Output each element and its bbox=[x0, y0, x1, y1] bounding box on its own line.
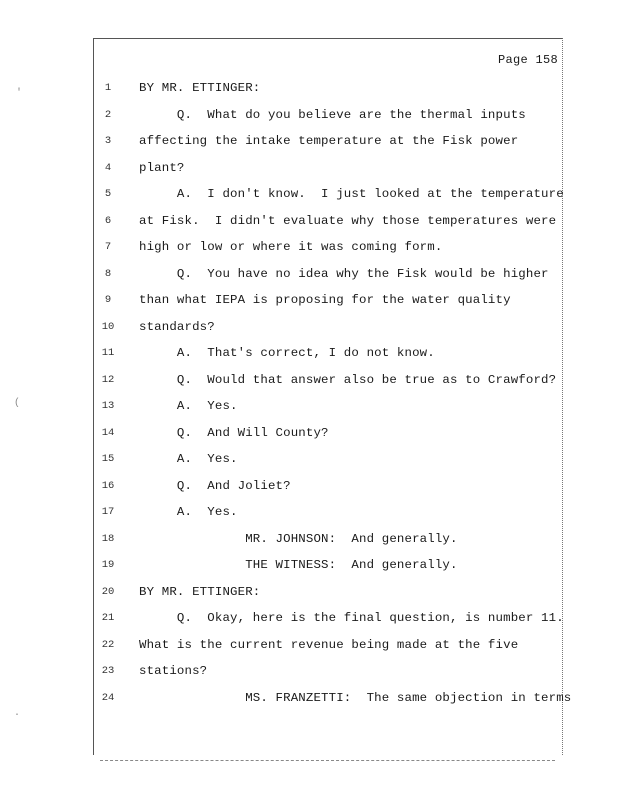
line-text: MS. FRANZETTI: The same objection in terms bbox=[139, 690, 572, 705]
line-number: 13 bbox=[101, 400, 115, 412]
transcript-line bbox=[94, 287, 562, 314]
line-text: standards? bbox=[139, 319, 215, 334]
line-text: What is the current revenue being made at the five bbox=[139, 637, 519, 652]
line-number: 1 bbox=[104, 82, 112, 94]
line-number: 12 bbox=[101, 373, 115, 386]
line-text: MR. JOHNSON: And generally. bbox=[139, 531, 458, 546]
margin-mark-bottom: . bbox=[14, 708, 21, 719]
transcript-line bbox=[94, 208, 562, 235]
transcript-line bbox=[94, 367, 562, 394]
transcript-line bbox=[94, 314, 562, 341]
page-number: Page 158 bbox=[497, 53, 558, 67]
line-text: at Fisk. I didn't evaluate why those temperatures were bbox=[139, 213, 557, 228]
transcript-line bbox=[94, 499, 562, 526]
line-text: Q. Would that answer also be true as to Crawford? bbox=[139, 372, 557, 387]
line-text: Q. You have no idea why the Fisk would be higher bbox=[139, 266, 549, 281]
transcript-line bbox=[94, 340, 562, 367]
line-number: 14 bbox=[101, 426, 115, 439]
line-text: A. Yes. bbox=[139, 505, 238, 519]
line-text: BY MR. ETTINGER: bbox=[139, 584, 261, 599]
transcript-line bbox=[94, 128, 562, 155]
line-number: 3 bbox=[104, 135, 112, 147]
transcript-line bbox=[94, 393, 562, 420]
line-text: A. That's correct, I do not know. bbox=[139, 346, 435, 360]
line-text: high or low or where it was coming form. bbox=[139, 240, 443, 254]
line-number: 5 bbox=[104, 188, 112, 200]
transcript-line bbox=[94, 658, 562, 685]
line-text: Q. Okay, here is the final question, is number 11. bbox=[139, 611, 564, 625]
transcript-line bbox=[94, 552, 562, 579]
line-number: 21 bbox=[101, 612, 115, 624]
line-number: 15 bbox=[101, 453, 115, 465]
line-text: A. Yes. bbox=[139, 452, 238, 466]
transcript-line bbox=[94, 473, 562, 500]
line-text: A. Yes. bbox=[139, 399, 238, 413]
line-text: than what IEPA is proposing for the water quality bbox=[139, 293, 511, 307]
line-text: plant? bbox=[139, 160, 185, 175]
transcript-line bbox=[94, 446, 562, 473]
line-text: Q. And Will County? bbox=[139, 425, 329, 440]
transcript-line bbox=[94, 181, 562, 208]
line-text: Q. What do you believe are the thermal inputs bbox=[139, 107, 526, 122]
line-number: 16 bbox=[101, 479, 115, 492]
line-number: 11 bbox=[101, 347, 115, 359]
line-number: 7 bbox=[104, 241, 112, 253]
line-number: 24 bbox=[101, 691, 115, 704]
line-number: 8 bbox=[104, 267, 112, 280]
transcript-line bbox=[94, 579, 562, 606]
line-number: 10 bbox=[101, 320, 115, 333]
line-number: 2 bbox=[104, 108, 112, 121]
transcript-line bbox=[94, 102, 562, 129]
line-number: 22 bbox=[101, 638, 115, 651]
line-text: stations? bbox=[139, 664, 208, 678]
transcript-line bbox=[94, 261, 562, 288]
line-text: A. I don't know. I just looked at the temperature bbox=[139, 187, 564, 201]
margin-mark-middle: ( bbox=[14, 398, 21, 409]
transcript-line bbox=[94, 155, 562, 182]
transcript-line bbox=[94, 632, 562, 659]
line-number: 17 bbox=[101, 506, 115, 518]
line-number: 6 bbox=[104, 214, 112, 227]
margin-mark-top: ' bbox=[16, 88, 23, 99]
transcript-page bbox=[93, 38, 572, 755]
transcript-line bbox=[94, 526, 562, 553]
bottom-rule bbox=[100, 760, 555, 761]
line-text: affecting the intake temperature at the Fisk power bbox=[139, 134, 519, 148]
transcript-lines bbox=[94, 75, 572, 711]
line-number: 19 bbox=[101, 559, 115, 571]
transcript-line bbox=[94, 234, 562, 261]
transcript-line bbox=[94, 605, 562, 632]
transcript-line bbox=[94, 420, 562, 447]
line-text: Q. And Joliet? bbox=[139, 478, 291, 493]
line-number: 4 bbox=[104, 161, 112, 174]
transcript-line bbox=[94, 685, 572, 712]
line-number: 18 bbox=[101, 532, 115, 545]
transcript-line bbox=[94, 75, 562, 102]
line-text: THE WITNESS: And generally. bbox=[139, 558, 458, 572]
line-text: BY MR. ETTINGER: bbox=[139, 81, 261, 95]
line-number: 9 bbox=[104, 294, 112, 306]
line-number: 20 bbox=[101, 585, 115, 598]
line-number: 23 bbox=[101, 665, 115, 677]
